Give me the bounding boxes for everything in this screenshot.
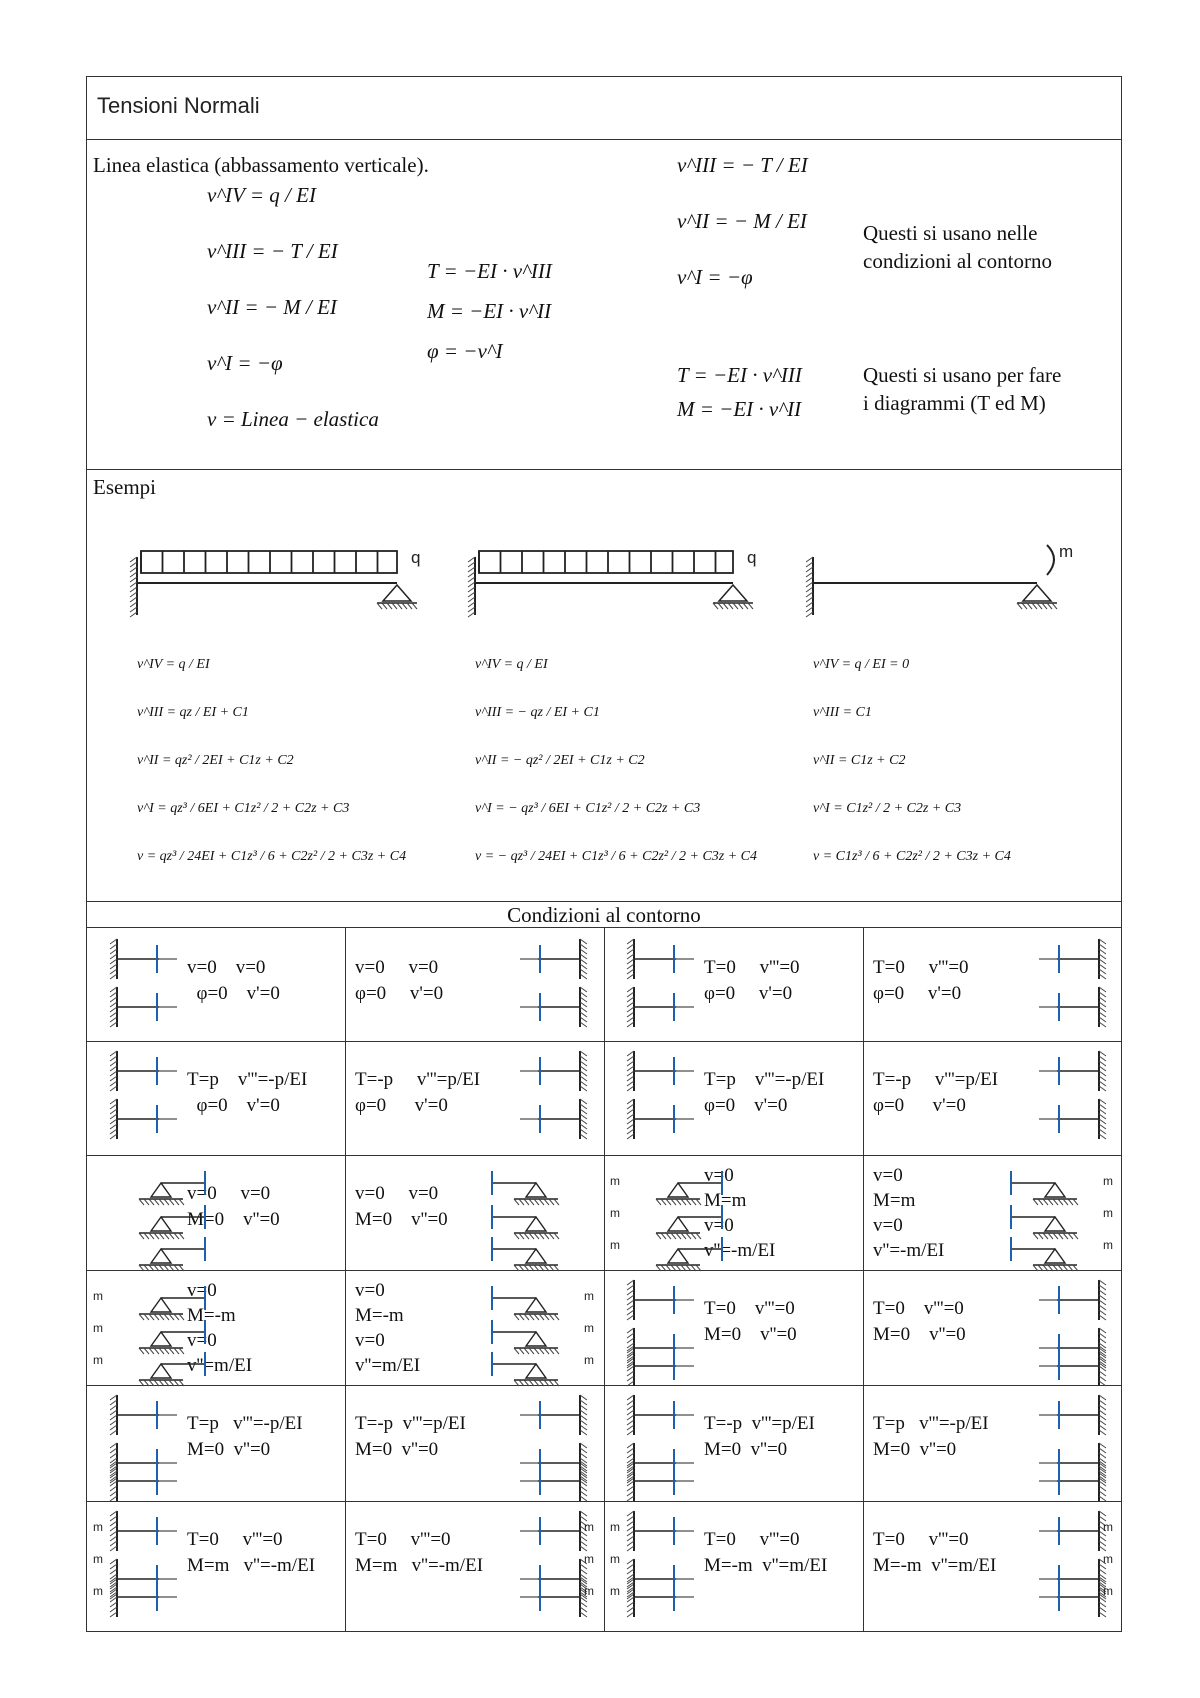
- load-label: m: [1103, 1520, 1113, 1534]
- boundary-condition: T=p v'''=-p/EI φ=0 v'=0: [704, 1069, 825, 1116]
- load-label: m: [610, 1584, 620, 1598]
- boundary-condition: v=0 M=m v=0 v''=-m/EI: [704, 1165, 776, 1261]
- equation: M = −EI · v^II: [427, 299, 552, 323]
- equation: v^III = − qz / EI + C1: [475, 705, 600, 720]
- boundary-condition: T=0 v'''=0 M=0 v''=0: [873, 1298, 966, 1345]
- load-label: m: [584, 1520, 594, 1534]
- equation: φ = −v^I: [427, 339, 503, 363]
- boundary-condition: T=0 v'''=0 M=-m v''=m/EI: [704, 1529, 828, 1576]
- load-label: m: [93, 1289, 103, 1303]
- load-label: m: [584, 1289, 594, 1303]
- equation: v^I = − qz³ / 6EI + C1z² / 2 + C2z + C3: [475, 801, 701, 816]
- equation: v^III = C1: [813, 705, 872, 720]
- equation: v^II = − M / EI: [677, 209, 807, 233]
- structural-drawings: [87, 77, 1123, 1633]
- load-label: m: [610, 1520, 620, 1534]
- note-bottom-2: i diagrammi (T ed M): [863, 391, 1046, 415]
- equation: v^II = qz² / 2EI + C1z + C2: [137, 753, 294, 768]
- boundary-condition: T=-p v'''=p/EI M=0 v''=0: [355, 1413, 466, 1460]
- boundary-condition: T=0 v'''=0 M=0 v''=0: [704, 1298, 797, 1345]
- equation: M = −EI · v^II: [677, 397, 802, 421]
- equation: T = −EI · v^III: [427, 259, 552, 283]
- boundary-condition: T=0 v'''=0 M=-m v''=m/EI: [873, 1529, 997, 1576]
- load-label: m: [584, 1353, 594, 1367]
- boundary-heading: Condizioni al contorno: [507, 903, 701, 927]
- boundary-condition: T=p v'''=-p/EI M=0 v''=0: [873, 1413, 989, 1460]
- boundary-condition: T=0 v'''=0 M=m v''=-m/EI: [355, 1529, 484, 1576]
- equation: v^III = − T / EI: [677, 153, 808, 177]
- equation: v^IV = q / EI: [475, 657, 548, 672]
- boundary-condition: T=0 v'''=0 φ=0 v'=0: [704, 957, 800, 1004]
- load-label: m: [610, 1174, 620, 1188]
- load-label: m: [93, 1584, 103, 1598]
- boundary-condition: v=0 M=-m v=0 v''=m/EI: [355, 1280, 421, 1376]
- load-label: m: [610, 1238, 620, 1252]
- equation: v^II = C1z + C2: [813, 753, 906, 768]
- equation: T = −EI · v^III: [677, 363, 802, 387]
- load-label: m: [1103, 1584, 1113, 1598]
- boundary-condition: T=p v'''=-p/EI M=0 v''=0: [187, 1413, 303, 1460]
- boundary-condition: T=0 v'''=0 M=m v''=-m/EI: [187, 1529, 316, 1576]
- page-title: Tensioni Normali: [97, 93, 260, 118]
- load-label: m: [1103, 1238, 1113, 1252]
- equation: v = − qz³ / 24EI + C1z³ / 6 + C2z² / 2 + C3z + C4: [475, 849, 758, 864]
- equation: v^III = − T / EI: [207, 239, 338, 263]
- load-label: m: [1103, 1206, 1113, 1220]
- load-label: m: [584, 1584, 594, 1598]
- note-top-1: Questi si usano nelle: [863, 221, 1038, 245]
- load-label: m: [93, 1552, 103, 1566]
- load-label: m: [1103, 1552, 1113, 1566]
- load-label: m: [1059, 542, 1074, 561]
- load-label: m: [584, 1321, 594, 1335]
- load-label: q: [411, 548, 421, 567]
- boundary-condition: T=-p v'''=p/EI φ=0 v'=0: [355, 1069, 481, 1116]
- note-top-2: condizioni al contorno: [863, 249, 1052, 273]
- equation: v = qz³ / 24EI + C1z³ / 6 + C2z² / 2 + C3z + C4: [137, 849, 407, 864]
- load-label: m: [93, 1353, 103, 1367]
- equation: v^I = C1z² / 2 + C2z + C3: [813, 801, 962, 816]
- equation: v^I = −φ: [677, 265, 753, 289]
- equation: v^I = qz³ / 6EI + C1z² / 2 + C2z + C3: [137, 801, 350, 816]
- elastic-heading: Linea elastica (abbassamento verticale).: [93, 153, 429, 177]
- boundary-condition: v=0 M=-m v=0 v''=m/EI: [187, 1280, 253, 1376]
- equation: v = C1z³ / 6 + C2z² / 2 + C3z + C4: [813, 849, 1011, 864]
- note-bottom-1: Questi si usano per fare: [863, 363, 1062, 387]
- boundary-condition: v=0 v=0 φ=0 v'=0: [187, 957, 280, 1004]
- boundary-condition: T=p v'''=-p/EI φ=0 v'=0: [187, 1069, 308, 1116]
- load-label: m: [610, 1206, 620, 1220]
- boundary-condition: T=0 v'''=0 φ=0 v'=0: [873, 957, 969, 1004]
- examples-heading: Esempi: [93, 475, 156, 499]
- load-label: m: [584, 1552, 594, 1566]
- equation: v = Linea − elastica: [207, 407, 379, 431]
- boundary-condition: v=0 M=m v=0 v''=-m/EI: [873, 1165, 945, 1261]
- load-label: m: [610, 1552, 620, 1566]
- equation: v^IV = q / EI = 0: [813, 657, 910, 672]
- load-label: m: [93, 1520, 103, 1534]
- equation: v^II = − qz² / 2EI + C1z + C2: [475, 753, 645, 768]
- equation: v^IV = q / EI: [207, 183, 316, 207]
- equation: v^II = − M / EI: [207, 295, 337, 319]
- boundary-condition: T=-p v'''=p/EI φ=0 v'=0: [873, 1069, 999, 1116]
- equation: v^IV = q / EI: [137, 657, 210, 672]
- load-label: q: [747, 548, 757, 567]
- boundary-condition: T=-p v'''=p/EI M=0 v''=0: [704, 1413, 815, 1460]
- load-label: m: [93, 1321, 103, 1335]
- load-label: m: [1103, 1174, 1113, 1188]
- boundary-condition: v=0 v=0 M=0 v''=0: [355, 1183, 448, 1230]
- formula-sheet: [86, 76, 1122, 1632]
- boundary-condition: v=0 v=0 v''=0: [187, 1183, 280, 1230]
- boundary-condition: v=0 v=0 φ=0 v'=0: [355, 957, 444, 1004]
- equation: v^III = qz / EI + C1: [137, 705, 249, 720]
- equation: v^I = −φ: [207, 351, 283, 375]
